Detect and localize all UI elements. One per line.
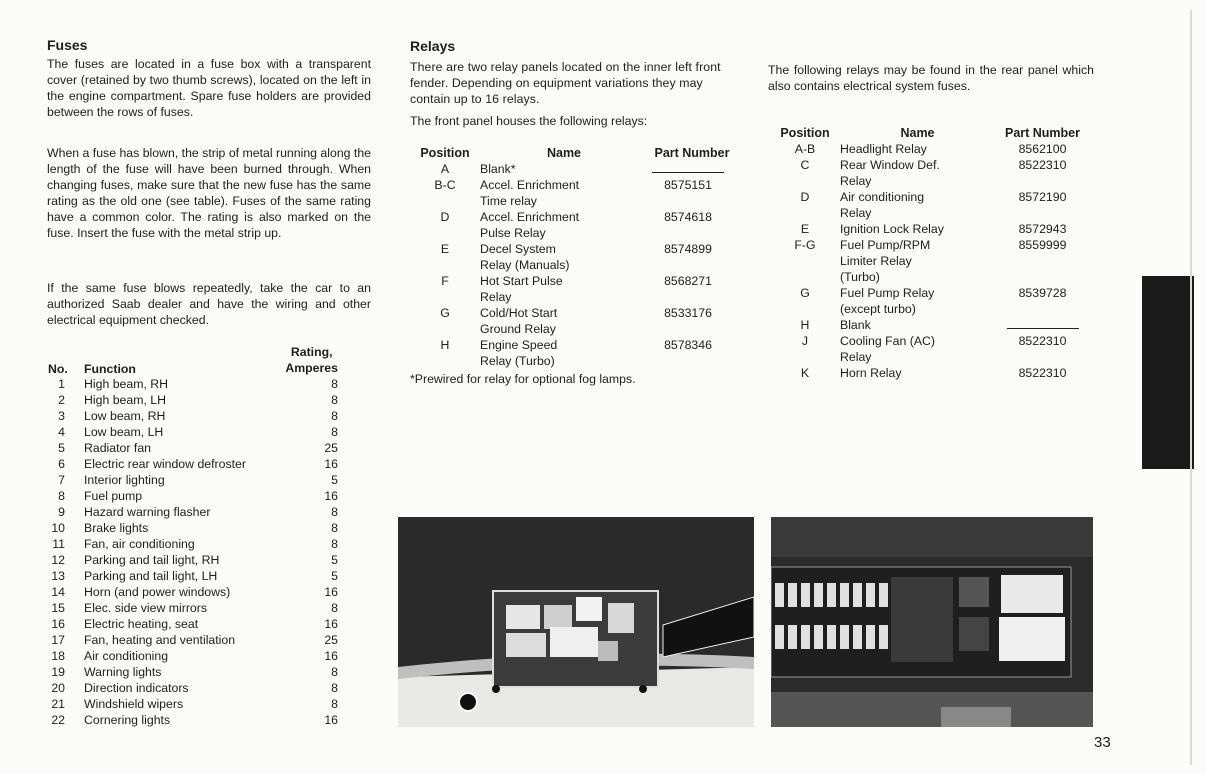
fuse-table-row	[48, 408, 338, 424]
rear-relay-part-number: 8522310	[1018, 366, 1067, 380]
front-relay-part-number: 8574899	[664, 242, 712, 256]
fuse-function: Interior lighting	[84, 473, 165, 487]
front-relay-position: H	[440, 338, 450, 352]
fuses-paragraph-3: If the same fuse blows repeatedly, take the car to an authorized Saab dealer and have the wiring and other electrical equipment checked.	[47, 281, 371, 327]
front-relay-row	[410, 305, 740, 337]
fuse-number: 15	[51, 601, 65, 615]
fuse-table-row	[48, 632, 338, 648]
fuse-rating: 8	[331, 537, 338, 551]
front-col-part: Part Number	[654, 146, 730, 160]
fuse-rating: 16	[324, 617, 338, 631]
fuse-function: Elec. side view mirrors	[84, 601, 207, 615]
front-relay-row	[410, 273, 740, 305]
front-relay-name: Blank*	[480, 162, 516, 176]
fuse-function: Horn (and power windows)	[84, 585, 231, 599]
fuse-rating: 8	[331, 409, 338, 423]
rear-relay-row	[770, 141, 1090, 157]
rear-relay-name: Rear Window Def. Relay	[840, 158, 940, 188]
fuse-number: 9	[58, 505, 65, 519]
rear-relay-name: Ignition Lock Relay	[840, 222, 944, 236]
fuse-function: Low beam, LH	[84, 425, 164, 439]
front-relay-name: Hot Start Pulse Relay	[480, 274, 563, 304]
fuse-table-row	[48, 568, 338, 584]
fuse-table-row	[48, 600, 338, 616]
rear-relay-table	[770, 125, 1090, 381]
relays-intro: There are two relay panels located on the inner left front fender. Depending on equipment variations they may contain up to 16 relays.	[410, 60, 721, 106]
rear-relay-position: G	[800, 286, 810, 300]
fuse-number: 20	[51, 681, 65, 695]
fuse-number: 5	[58, 441, 65, 455]
fuse-rating: 8	[331, 665, 338, 679]
fuse-function: Low beam, RH	[84, 409, 166, 423]
front-relay-part-number: 8578346	[664, 338, 712, 352]
fuse-rating: 8	[331, 697, 338, 711]
rear-relay-part-number: 8522310	[1018, 158, 1067, 172]
fuses-paragraph-2: When a fuse has blown, the strip of metal running along the length of the fuse will have been burned through. When changing fuses, make sure that the new fuse has the same rating as the old one (see table). Fuses of the same rating have a common color. The rating is also marked on the fuse. Insert the fuse with the metal strip up.	[47, 146, 372, 240]
fuse-table-row	[48, 504, 338, 520]
fuse-rating: 16	[324, 585, 338, 599]
rear-relay-body	[770, 141, 1090, 381]
rear-panel-intro: The following relays may be found in the rear panel which also contains electrical system fuses.	[768, 63, 1094, 93]
rear-relay-row	[770, 221, 1090, 237]
page-edge	[1190, 10, 1192, 765]
fuse-col-rating-line2: Amperes	[285, 361, 338, 375]
fuse-function: Air conditioning	[84, 649, 169, 663]
fuse-table-row	[48, 488, 338, 504]
fuse-number: 2	[58, 393, 65, 407]
rear-relay-row	[770, 365, 1090, 381]
fuse-number: 12	[51, 553, 65, 567]
fuse-number: 1	[58, 377, 65, 391]
front-relay-panel-illustration	[398, 517, 754, 727]
fuse-number: 10	[51, 521, 65, 535]
rear-relay-name: Fuel Pump/RPM Limiter Relay (Turbo)	[840, 238, 931, 284]
fuses-paragraph-1: The fuses are located in a fuse box with a transparent cover (retained by two thumb screws), located on the left in the engine compartment. Spare fuse holders are provided between the rows of fuses.	[47, 57, 371, 119]
fuse-function: Electric rear window defroster	[84, 457, 246, 471]
rear-relay-name: Horn Relay	[840, 366, 902, 380]
rear-relay-position: H	[800, 318, 810, 332]
front-relay-row	[410, 177, 740, 209]
rear-relay-name: Cooling Fan (AC) Relay	[840, 334, 935, 364]
rear-relay-part-number	[995, 317, 1090, 333]
fuses-heading: Fuses	[47, 37, 88, 53]
rear-relay-row	[770, 317, 1090, 333]
fuse-function: High beam, LH	[84, 393, 167, 407]
rear-relay-position: A-B	[794, 142, 816, 156]
fuse-col-rating	[285, 344, 338, 376]
fuse-rating: 5	[331, 569, 338, 583]
front-relay-position: B-C	[434, 178, 456, 192]
fuse-table-row	[48, 664, 338, 680]
rear-relay-part-number: 8539728	[1018, 286, 1067, 300]
front-relay-position: F	[441, 274, 449, 288]
fuse-rating: 8	[331, 601, 338, 615]
fuse-col-function: Function	[84, 362, 136, 376]
fuse-rating: 25	[324, 441, 338, 455]
front-relay-part-number	[640, 161, 736, 177]
fuse-function: Fan, air conditioning	[84, 537, 195, 551]
fuse-table-row	[48, 440, 338, 456]
fuse-col-rating-line1: Rating,	[290, 345, 333, 359]
front-relay-header	[410, 145, 740, 161]
rear-relay-row	[770, 333, 1090, 365]
relays-heading: Relays	[410, 38, 456, 54]
fuse-table-row	[48, 520, 338, 536]
rear-relay-position: K	[800, 366, 810, 380]
front-relay-panel-photo	[398, 517, 754, 727]
rear-relay-row	[770, 189, 1090, 221]
front-relay-table	[410, 145, 740, 387]
rear-relay-position: J	[801, 334, 809, 348]
fuse-rating: 8	[331, 393, 338, 407]
fuse-number: 13	[51, 569, 65, 583]
front-relay-row	[410, 209, 740, 241]
front-panel-intro: The front panel houses the following relays:	[410, 114, 648, 128]
fuse-table-row	[48, 472, 338, 488]
fuse-number: 6	[58, 457, 65, 471]
front-relay-row	[410, 241, 740, 273]
fuse-rating: 16	[324, 489, 338, 503]
front-relay-name: Accel. Enrichment Time relay	[480, 178, 580, 208]
rear-relay-part-number: 8572943	[1018, 222, 1067, 236]
front-relay-body	[410, 161, 740, 369]
front-relay-position: E	[440, 242, 450, 256]
rear-relay-row	[770, 157, 1090, 189]
fuse-number: 18	[51, 649, 65, 663]
rear-relay-part-number: 8562100	[1018, 142, 1067, 156]
fuse-rating: 8	[331, 377, 338, 391]
fuse-table-row	[48, 616, 338, 632]
rear-col-position: Position	[780, 126, 830, 140]
fuse-function: Fan, heating and ventilation	[84, 633, 236, 647]
front-relay-name: Accel. Enrichment Pulse Relay	[480, 210, 580, 240]
fuse-function: High beam, RH	[84, 377, 169, 391]
fuse-table-row	[48, 696, 338, 712]
fuse-function: Warning lights	[84, 665, 162, 679]
fuse-table-row	[48, 712, 338, 728]
fuse-table-row	[48, 424, 338, 440]
fuse-rating: 16	[324, 457, 338, 471]
rear-relay-position: C	[800, 158, 810, 172]
fuse-rating: 8	[331, 681, 338, 695]
blank-part-line	[1007, 319, 1079, 329]
fuse-rating: 16	[324, 713, 338, 727]
fuse-number: 7	[58, 473, 65, 487]
rear-relay-name: Headlight Relay	[840, 142, 927, 156]
fuse-number: 16	[51, 617, 65, 631]
fuse-function: Brake lights	[84, 521, 149, 535]
fuse-table	[48, 344, 338, 728]
fuse-function: Parking and tail light, RH	[84, 553, 220, 567]
fuse-number: 19	[51, 665, 65, 679]
rear-relay-position: D	[800, 190, 810, 204]
rear-col-part: Part Number	[1004, 126, 1081, 140]
fuse-number: 4	[58, 425, 65, 439]
fuse-function: Windshield wipers	[84, 697, 184, 711]
fuse-table-row	[48, 392, 338, 408]
rear-relay-row	[770, 285, 1090, 317]
fuse-number: 22	[51, 713, 65, 727]
fuse-function: Fuel pump	[84, 489, 143, 503]
fuse-table-row	[48, 456, 338, 472]
fuse-function: Hazard warning flasher	[84, 505, 211, 519]
front-relay-position: D	[440, 210, 450, 224]
front-relay-part-number: 8568271	[664, 274, 712, 288]
rear-relay-row	[770, 237, 1090, 285]
rear-relay-position: F-G	[794, 238, 816, 252]
fuse-table-row	[48, 584, 338, 600]
rear-relay-part-number: 8522310	[1018, 334, 1067, 348]
front-relay-row	[410, 161, 740, 177]
fuse-function: Direction indicators	[84, 681, 189, 695]
front-col-name: Name	[546, 146, 582, 160]
fuse-function: Radiator fan	[84, 441, 151, 455]
rear-relay-part-number: 8559999	[1018, 238, 1067, 252]
fuse-table-body	[48, 376, 338, 728]
fuse-function: Parking and tail light, LH	[84, 569, 218, 583]
fuse-number: 14	[51, 585, 65, 599]
front-col-position: Position	[420, 146, 470, 160]
fuse-function: Electric heating, seat	[84, 617, 199, 631]
fuse-table-row	[48, 552, 338, 568]
rear-relay-name: Fuel Pump Relay (except turbo)	[840, 286, 935, 316]
fuse-table-row	[48, 536, 338, 552]
front-relay-row	[410, 337, 740, 369]
fuse-rating: 8	[331, 521, 338, 535]
rear-relay-header	[770, 125, 1090, 141]
front-relay-position: G	[440, 306, 450, 320]
rear-relay-name: Air conditioning Relay	[840, 190, 925, 220]
rear-relay-part-number: 8572190	[1018, 190, 1067, 204]
rear-relay-panel-illustration	[771, 517, 1093, 727]
fuse-number: 8	[58, 489, 65, 503]
fuse-rating: 5	[331, 473, 338, 487]
rear-relay-panel-photo	[771, 517, 1093, 727]
front-relay-part-number: 8574618	[664, 210, 712, 224]
fuse-number: 21	[51, 697, 65, 711]
fuse-rating: 25	[324, 633, 338, 647]
front-relay-name: Cold/Hot Start Ground Relay	[480, 306, 558, 336]
fuse-rating: 16	[324, 649, 338, 663]
front-relay-name: Engine Speed Relay (Turbo)	[480, 338, 558, 368]
front-relay-part-number: 8575151	[664, 178, 712, 192]
fuse-number: 3	[58, 409, 65, 423]
fuse-rating: 8	[331, 425, 338, 439]
fuse-table-row	[48, 680, 338, 696]
blank-part-line	[652, 163, 724, 173]
fuse-function: Cornering lights	[84, 713, 171, 727]
front-relay-part-number: 8533176	[664, 306, 712, 320]
fuse-rating: 5	[331, 553, 338, 567]
fuse-table-header	[48, 344, 338, 376]
front-relay-name: Decel System Relay (Manuals)	[480, 242, 570, 272]
fuse-number: 11	[52, 537, 65, 551]
front-relay-position: A	[440, 162, 450, 176]
fuse-table-row	[48, 648, 338, 664]
rear-relay-name: Blank	[840, 318, 871, 332]
rear-relay-position: E	[800, 222, 810, 236]
page-number: 33	[1094, 734, 1111, 751]
fuse-table-row	[48, 376, 338, 392]
fuse-number: 17	[51, 633, 65, 647]
fuse-rating: 8	[331, 505, 338, 519]
chapter-tab-marker	[1142, 276, 1194, 469]
fuse-col-no: No.	[48, 362, 68, 376]
rear-col-name: Name	[900, 126, 935, 140]
front-relay-footnote: *Prewired for relay for optional fog lamps.	[410, 372, 636, 386]
